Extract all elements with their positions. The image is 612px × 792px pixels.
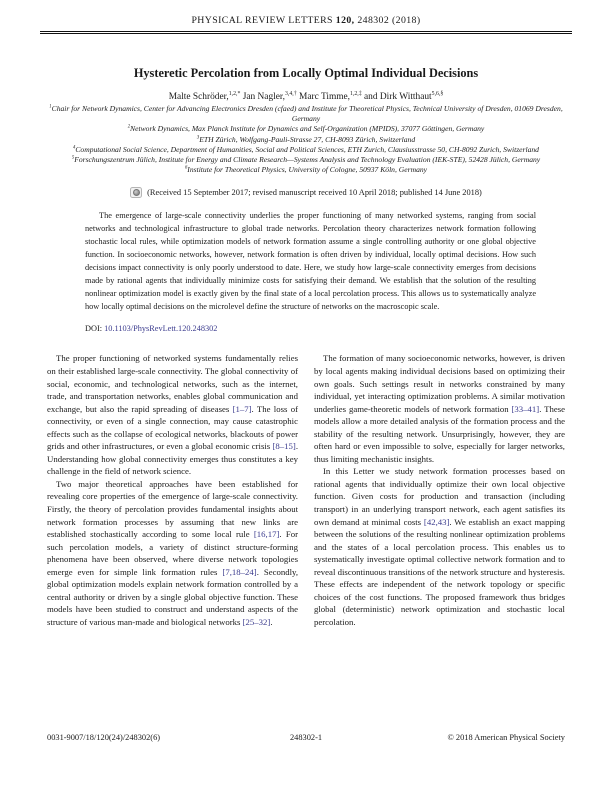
header-double-rule [40,31,572,34]
doi-line [85,324,536,333]
journal-running-header: PHYSICAL REVIEW LETTERS 120, 248302 (2018) [191,15,421,26]
page-footer [47,733,565,742]
affiliation-3: $^3$ETH Zürich, Wolfgang-Pauli-Strasse 27, CH-8093 Zürich, Switzerland [196,134,416,144]
citation-link[interactable]: [16,17] [253,529,280,540]
affiliation-4: $^4$Computational Social Science, Department of Humanities, Social and Political Sciences, ETH Zurich, Clausiusstrasse 50, CH-8092 Zurich, Switzerland [73,144,539,154]
crossmark-dot-icon [133,189,140,196]
body-paragraph: In this Letter we study network formation processes based on rational agents that individually optimize their own local objective function. Given costs for production and transaction (including transport) in an underlying transport network, each agent satisfies its own demand at minimal costs [42,43]. We establish an exact mapping between the solutions of the resulting nonlinear optimization problems and the states of a local percolation process. This enables us to systematically investigate optimal collective network formation and to reveal discontinuous transitions of the network structure and hysteresis. These effects are independent of the network topology or specific choices of the cost functions. The proposed framework thus bridges global (deterministic) network optimization and stochastic local percolation. [314,466,565,627]
two-column-body [47,352,565,628]
received-line-row [0,187,612,198]
citation-link[interactable]: [33–41] [511,403,540,414]
doi-link[interactable]: 10.1103/PhysRevLett.120.248302 [104,324,218,334]
citation-link[interactable]: [8–15] [272,441,296,452]
citation-link[interactable]: [7,18–24] [222,566,257,577]
paper-title: Hysteretic Percolation from Locally Optimal Individual Decisions [133,66,479,80]
crossmark-badge-icon[interactable] [130,187,142,198]
body-paragraph: Two major theoretical approaches have been established for revealing core properties of the emergence of large-scale connectivity. Firstly, the theory of percolation provides fundamental insights about network formation processes by assuming that new links are established stochastically according to some local rule [16,17]. For such percolation models, a variety of distinct structure-forming phenomena have been observed, where diverse network topologies emerge even for simple link formation rules [7,18–24]. Secondly, global optimization models explain network formation controlled by a central authority or driven by a single global objective function. These models have been studied to construct and understand aspects of the structure of various man-made and biological networks [25–32]. [47,478,299,627]
citation-link[interactable]: [42,43] [423,516,450,527]
doi-label: DOI: [85,324,105,334]
issn-code: 0031-9007/18/120(24)/248302(6) [47,733,161,742]
body-paragraph: The proper functioning of networked systems fundamentally relies on their established large-scale connectivity. The global connectivity of social, economic, and technological networks, such as the internet, trade, and transportation networks, enables global communication and exchange, but also the rapid spreading of diseases [1–7]. The loss of connectivity, or even of a single connection, may cause catastrophic effects such as the collapse of ecological networks, blackouts of power grids and other infrastructures, or even a global economic crisis [8–15]. Understanding how global connectivity emerges thus constitutes a key challenge in the field of network science. [47,353,298,477]
received-dates: (Received 15 September 2017; revised manuscript received 10 April 2018; published 14 June 2018) [147,188,482,198]
left-column [47,352,298,628]
citation-link[interactable]: [1–7] [232,403,252,414]
body-paragraph: The formation of many socioeconomic networks, however, is driven by local agents making individual decisions based on optimizing their own goals. Such settings result in networks constrained by many individual, yet interacting optimization problems. A similar motivation underlies game-theoretic models of network formation [33–41]. These models allow a more detailed analysis of the formation process and the stability of the resulting network. Unsurprisingly, however, they are often hard or even impossible to solve, especially for larger networks, thus limiting mechanistic insights. [314,353,565,464]
author-list: Malte Schröder,$^{1,2,*}$ Jan Nagler,$^{3,4,\dagger}$ Marc Timme,$^{1,2,\ddagger}$ and Dirk Witthaut$^{5,6,\S}$ [168,90,444,102]
affiliation-1: $^1$Chair for Network Dynamics, Center for Advancing Electronics Dresden (cfaed) and Institute for Theoretical Physics, Technical University of Dresden, 01069 Dresden, Germany [49,104,563,124]
page-number: 248302-1 [289,733,323,742]
citation-link[interactable]: [25–32] [242,616,271,627]
affiliation-6: $^6$Institute for Theoretical Physics, University of Cologne, 50937 Köln, Germany [184,165,428,175]
affiliation-list [42,104,570,175]
right-column [314,352,565,628]
affiliation-2: $^2$Network Dynamics, Max Planck Institute for Dynamics and Self-Organization (MPIDS), 37077 Göttingen, Germany [127,124,485,134]
abstract-text: The emergence of large-scale connectivity underlies the proper functioning of many networked systems, ranging from social networks and technological infrastructure to global trade networks. Percolation theory characterizes network formation following stochastic local rules, while optimization models of network formation assume a single controlling authority or one global objective function. In socioeconomic networks, however, network formation is often driven by individual, locally optimal decisions. How such decisions impact connectivity is only poorly understood to date. Here, we study how large-scale connectivity emerges from decisions made by rational agents that individually minimize costs for satisfying their demand. We establish that the solution of the resulting nonlinear optimization model is exactly given by the final state of a local percolation process. This allows us to systematically analyze how locally optimal decisions on the microlevel define the structure of networks on the macroscopic scale. [85,211,536,312]
affiliation-5: $^5$Forschungszentrum Jülich, Institute for Energy and Climate Research—Systems Analysis and Technology Evaluation (IEK-STE), 52428 Jülich, Germany [71,155,541,165]
copyright-notice: © 2018 American Physical Society [447,733,565,742]
